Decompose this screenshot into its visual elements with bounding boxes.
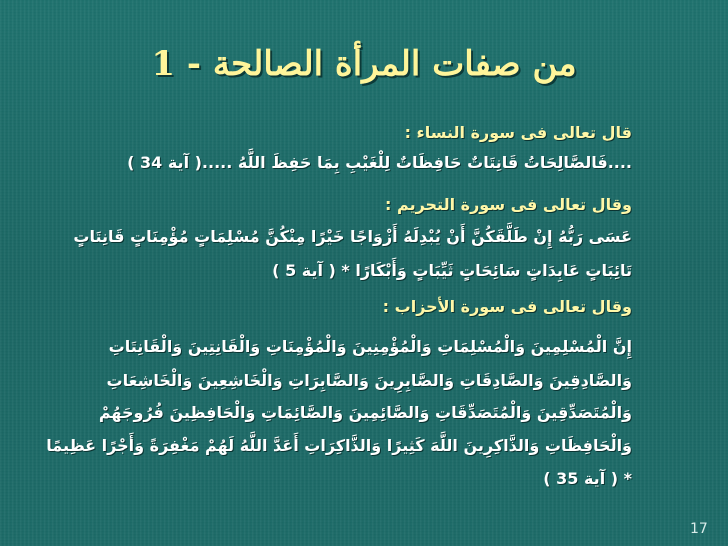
verse-tahrim-5-part1: عَسَى رَبُّهُ إِنْ طَلَّقَكُنَّ أَنْ يُبْدِلَهُ أَزْوَاجًا خَيْرًا مِنْكُنَّ مُسْلِمَاتٍ مُؤْمِنَاتٍ قَانِتَاتٍ — [73, 227, 632, 246]
verse-ahzab-35-part3: وَالْمُتَصَدِّقِينَ وَالْمُتَصَدِّقَاتِ وَالصَّائِمِينَ وَالصَّائِمَاتِ وَالْحَافِظِينَ فُرُوجَهُمْ — [98, 403, 632, 422]
verse-ahzab-35-part1: إِنَّ الْمُسْلِمِينَ وَالْمُسْلِمَاتِ وَالْمُؤْمِنِينَ وَالْمُؤْمِنَاتِ وَالْقَانِتِينَ وَالْقَانِتَاتِ — [108, 337, 632, 356]
surah-tahrim-heading: وقال تعالى فى سورة التحريم : — [385, 195, 632, 214]
surah-ahzab-heading: وقال تعالى فى سورة الأحزاب : — [382, 297, 632, 316]
verse-ahzab-35-ref: * ( آية 35 ) — [543, 469, 632, 488]
verse-ahzab-35-part4: وَالْحَافِظَاتِ وَالذَّاكِرِينَ اللَّهَ كَثِيرًا وَالذَّاكِرَاتِ أَعَدَّ اللَّهُ لَهُمْ مَغْفِرَةً وَأَجْرًا عَظِيمًا — [46, 436, 632, 455]
slide-number: 17 — [690, 521, 708, 537]
verse-tahrim-5-part2: تَائِبَاتٍ عَابِدَاتٍ سَائِحَاتٍ ثَيِّبَاتٍ وَأَبْكَارًا * ( آية 5 ) — [272, 261, 632, 280]
verse-nisa-34: ....فَالصَّالِحَاتُ قَانِتَاتٌ حَافِظَاتٌ لِلْغَيْبِ بِمَا حَفِظَ اللَّهُ .....( آية 34 ) — [127, 153, 632, 172]
verse-ahzab-35-part2: وَالصَّادِقِينَ وَالصَّادِقَاتِ وَالصَّابِرِينَ وَالصَّابِرَاتِ وَالْخَاشِعِينَ وَالْخَاشِعَاتِ — [106, 371, 632, 390]
surah-nisa-heading: قال تعالى فى سورة النساء : — [404, 123, 632, 142]
slide-title: من صفات المرأة الصالحة - 1 — [151, 44, 577, 84]
